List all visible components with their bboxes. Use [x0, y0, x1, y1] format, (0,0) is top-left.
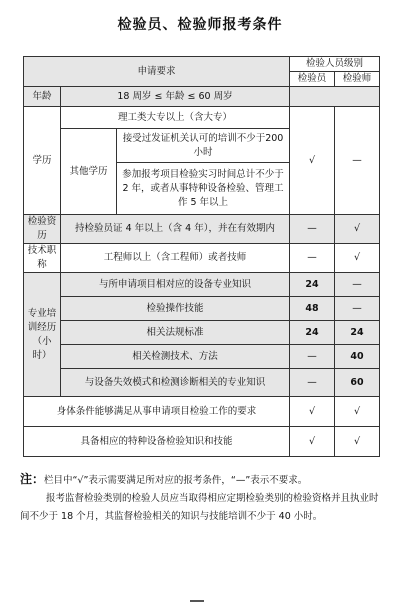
training-engineer-2: —	[335, 297, 380, 321]
training-inspector-4: —	[290, 345, 335, 369]
training-engineer-1: —	[335, 273, 380, 297]
qualification-label: 检验资历	[24, 215, 61, 244]
title-req-inspector: —	[290, 244, 335, 273]
knowledge-inspector: √	[290, 427, 335, 457]
note-1-text: 栏目中“√”表示需要满足所对应的报考条件，“—”表示不要求。	[44, 475, 308, 486]
header-inspector: 检验员	[290, 72, 335, 87]
qualification-inspector: —	[290, 215, 335, 244]
education-label: 学历	[24, 107, 61, 215]
education-sub1: 接受过发证机关认可的培训不少于200 小时	[117, 129, 290, 163]
notes-label: 注：	[20, 472, 45, 486]
training-label: 专业培训经历（小时）	[24, 273, 61, 397]
training-inspector-1: 24	[290, 273, 335, 297]
header-requirement: 申请要求	[24, 57, 290, 87]
training-item-2: 检验操作技能	[61, 297, 290, 321]
training-inspector-3: 24	[290, 321, 335, 345]
title-req-condition: 工程师以上（含工程师）或者技师	[61, 244, 290, 273]
note-2: 报考监督检验类别的检验人员应当取得相应定期检验类别的检验资格并且执业时间不少于 18 个月，其监督检验相关的知识与技能培训不少于 40 小时。	[20, 493, 379, 522]
training-inspector-2: 48	[290, 297, 335, 321]
training-item-1: 与所申请项目相对应的设备专业知识	[61, 273, 290, 297]
education-engineer: —	[335, 107, 380, 215]
requirements-table	[23, 56, 380, 457]
physical-inspector: √	[290, 397, 335, 427]
training-item-3: 相关法规标准	[61, 321, 290, 345]
age-label: 年龄	[24, 87, 61, 107]
header-engineer: 检验师	[335, 72, 380, 87]
education-sub2: 参加报考项目检验实习时间总计不少于 2 年，或者从事特种设备检验、管理工作 5 年以上	[117, 163, 290, 215]
training-item-4: 相关检测技术、方法	[61, 345, 290, 369]
physical-condition: 身体条件能够满足从事申请项目检验工作的要求	[24, 397, 290, 427]
training-engineer-5: 60	[335, 369, 380, 397]
education-other-label: 其他学历	[61, 129, 117, 215]
age-condition: 18 周岁 ≤ 年龄 ≤ 60 周岁	[61, 87, 290, 107]
title-req-engineer: √	[335, 244, 380, 273]
physical-engineer: √	[335, 397, 380, 427]
note-1	[20, 470, 382, 490]
title-req-label: 技术职称	[24, 244, 61, 273]
notes-section	[20, 470, 382, 526]
education-inspector: √	[290, 107, 335, 215]
age-level-cell	[290, 87, 380, 107]
header-level-group: 检验人员级别	[290, 57, 380, 72]
training-engineer-3: 24	[335, 321, 380, 345]
training-item-5: 与设备失效模式和检测诊断相关的专业知识	[61, 369, 290, 397]
knowledge-engineer: √	[335, 427, 380, 457]
page-footer-mark	[190, 600, 204, 602]
knowledge-condition: 具备相应的特种设备检验知识和技能	[24, 427, 290, 457]
training-inspector-5: —	[290, 369, 335, 397]
training-engineer-4: 40	[335, 345, 380, 369]
qualification-condition: 持检验员证 4 年以上（含 4 年），并在有效期内	[61, 215, 290, 244]
education-row1: 理工类大专以上（含大专）	[61, 107, 290, 129]
qualification-engineer: √	[335, 215, 380, 244]
document-title: 检验员、检验师报考条件	[117, 17, 283, 33]
